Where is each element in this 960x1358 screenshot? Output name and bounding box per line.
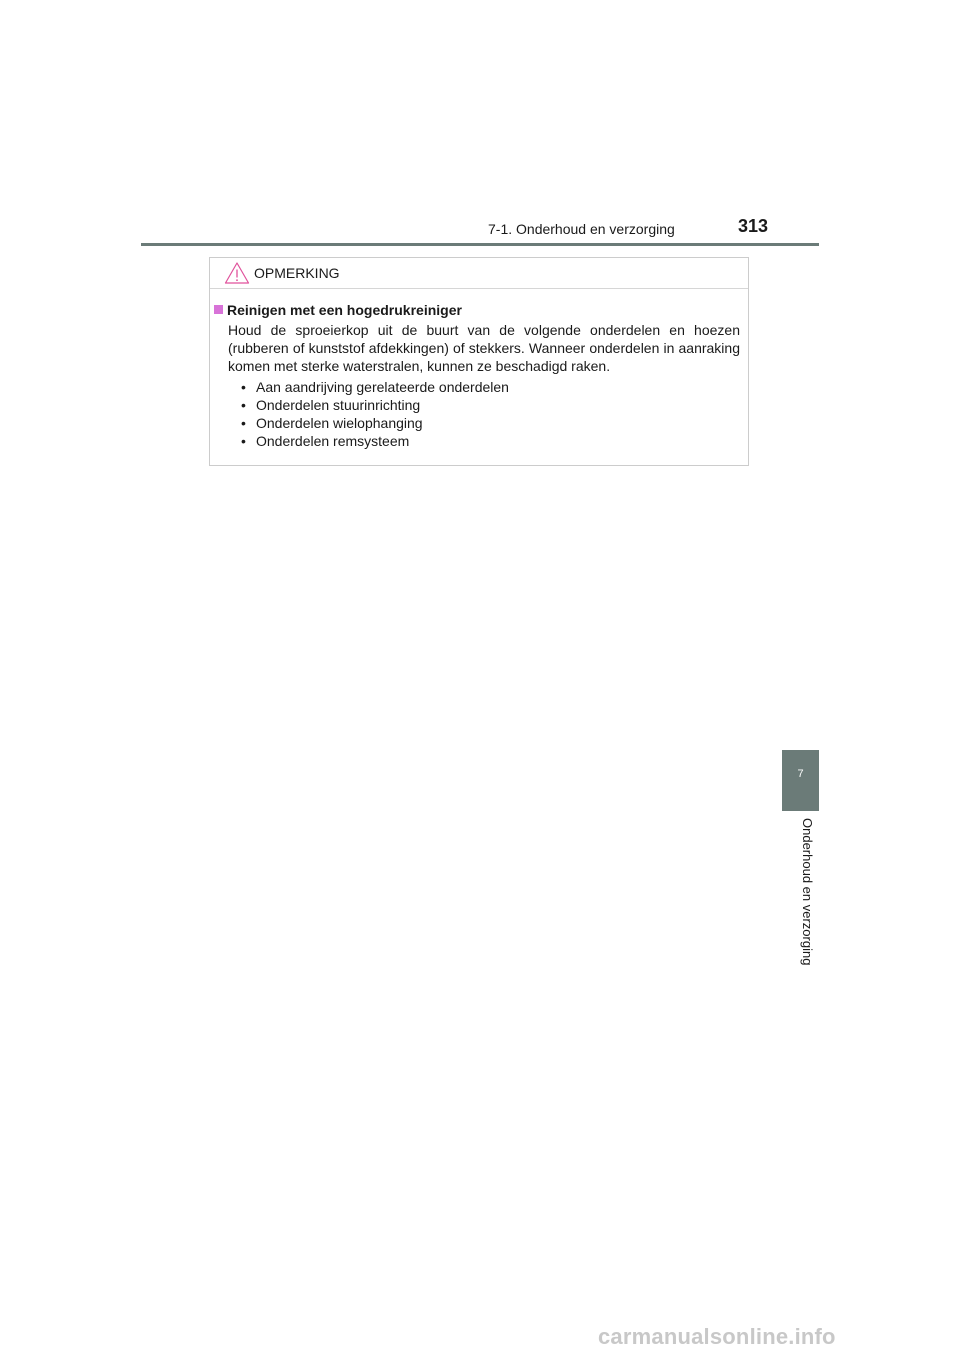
- list-item: • Onderdelen remsysteem: [241, 432, 509, 450]
- section-title: 7-1. Onderhoud en verzorging: [488, 221, 675, 237]
- square-bullet-icon: [214, 305, 223, 314]
- page-number: 313: [738, 216, 769, 236]
- notice-box: [209, 257, 749, 466]
- component-list: [241, 378, 509, 450]
- section-heading-text: Reinigen met een hogedrukreiniger: [227, 302, 462, 318]
- list-item: • Aan aandrijving gerelateerde onderdelen: [241, 378, 509, 396]
- section-heading: [214, 302, 462, 318]
- header-rule: [141, 243, 819, 246]
- notice-title: OPMERKING: [254, 265, 340, 281]
- list-item: • Onderdelen stuurinrichting: [241, 396, 509, 414]
- chapter-label: Onderhoud en verzorging: [800, 818, 815, 966]
- chapter-tab: [782, 750, 819, 811]
- notice-paragraph: Houd de sproeierkop uit de buurt van de volgende onderdelen en hoezen (rubberen of kunststof afdekkingen) of stekkers. Wanneer onderdelen in aanraking komen met sterke waterstralen, kunnen ze beschadigd raken.: [228, 322, 740, 374]
- warning-triangle-icon: [224, 261, 250, 285]
- list-item: • Onderdelen wielophanging: [241, 414, 509, 432]
- notice-header: [210, 258, 748, 289]
- chapter-number: 7: [797, 768, 804, 780]
- watermark: carmanualsonline.info: [598, 1324, 836, 1349]
